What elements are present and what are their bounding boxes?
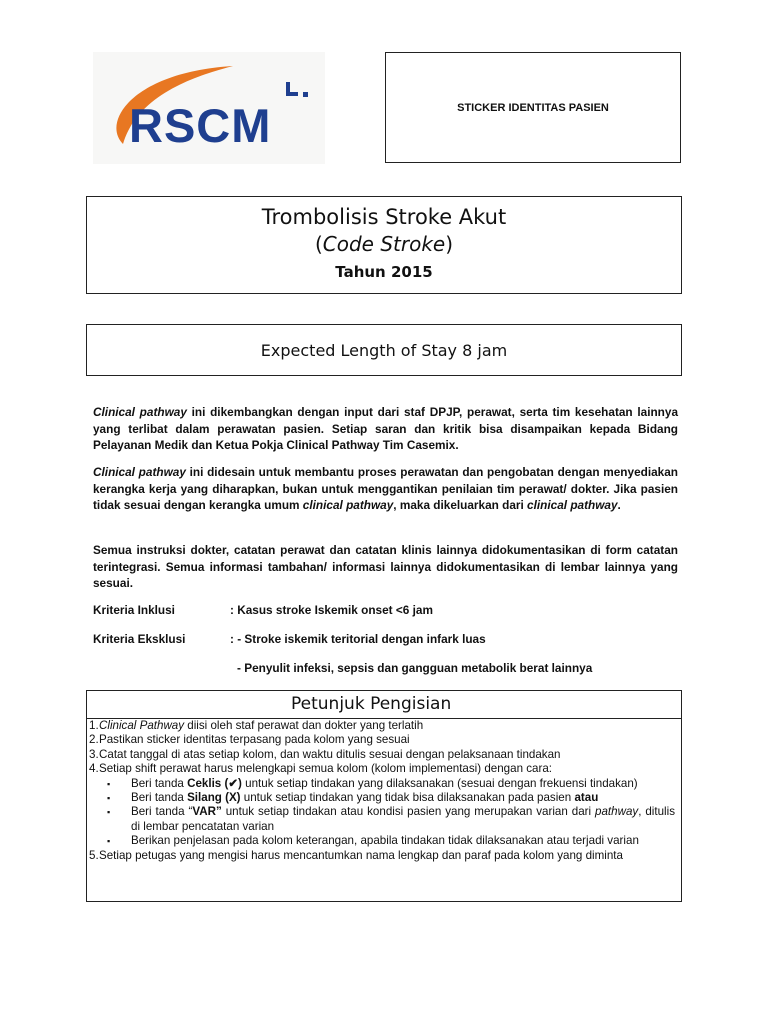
bullet-item: ▪ Berikan penjelasan pada kolom keterangan, apabila tindakan tidak dilaksanakan atau terjadi varian — [107, 834, 639, 848]
paragraph-3: Semua instruksi dokter, catatan perawat dan catatan klinis lainnya didokumentasikan di form catatan terintegrasi. Semua informasi tambahan/ informasi lainnya didokumentasikan di lembar lainnya yang sesuai. — [93, 543, 678, 590]
sticker-identitas-box — [385, 52, 681, 163]
list-item: 3. Catat tanggal di atas setiap kolom, dan waktu ditulis sesuai dengan pelaksanaan tindakan — [89, 747, 561, 761]
hospital-logo — [93, 52, 325, 164]
logo-text: RSCM — [129, 99, 272, 152]
list-item: 2. Pastikan sticker identitas terpasang pada kolom yang sesuai — [89, 733, 410, 747]
bullet-item: ▪ Beri tanda “VAR” untuk setiap tindakan atau kondisi pasien yang merupakan varian dari pathway, ditulis di lembar pencatatan varian — [107, 805, 675, 833]
logo-mark-3 — [303, 92, 308, 97]
paragraph-2: Clinical pathway ini didesain untuk membantu proses perawatan dan pengobatan dengan menyediakan kerangka kerja yang diharapkan, bukan untuk menggantikan penilaian tim perawat/ dokter. Jika pasien tidak sesuai dengan kerangka umum clinical pathway, maka dikeluarkan dari clinical pathway. — [93, 465, 679, 512]
bullet-icon: ▪ — [107, 793, 111, 804]
document-year: Tahun 2015 — [335, 263, 433, 281]
document-subtitle: (Code Stroke) — [314, 232, 454, 256]
bullet-item: ▪ Beri tanda Silang (X) untuk setiap tindakan yang tidak bisa dilaksanakan pada pasien atau — [107, 791, 599, 805]
bullet-item: ▪ Beri tanda Ceklis (✔) untuk setiap tindakan yang dilaksanakan (sesuai dengan frekuensi tindakan) — [107, 776, 638, 790]
title-box — [86, 196, 682, 294]
length-of-stay-box — [86, 324, 682, 376]
petunjuk-heading: Petunjuk Pengisian — [87, 691, 681, 719]
list-item: 1. Clinical Pathway diisi oleh staf perawat dan dokter yang terlatih — [89, 719, 424, 732]
sticker-label: STICKER IDENTITAS PASIEN — [457, 101, 609, 114]
list-item: 5. Setiap petugas yang mengisi harus mencantumkan nama lengkap dan paraf pada kolom yang diminta — [89, 848, 623, 862]
document-title: Trombolisis Stroke Akut — [261, 205, 507, 229]
bullet-icon: ▪ — [107, 807, 111, 818]
kriteria-inklusi-label: Kriteria Inklusi — [93, 603, 175, 617]
logo-mark-1 — [286, 82, 290, 96]
kriteria-eksklusi-value-1: : - Stroke iskemik teritorial dengan infark luas — [230, 632, 486, 646]
list-item: 4. Setiap shift perawat harus melengkapi semua kolom (kolom implementasi) dengan cara: — [89, 762, 553, 776]
bullet-icon: ▪ — [107, 778, 111, 789]
logo-mark-2 — [290, 92, 298, 96]
rscm-logo-graphic — [93, 52, 325, 164]
kriteria-eksklusi-label: Kriteria Eksklusi — [93, 632, 186, 646]
length-of-stay-text: Expected Length of Stay 8 jam — [260, 340, 508, 360]
kriteria-inklusi-value: : Kasus stroke Iskemik onset <6 jam — [230, 603, 433, 617]
petunjuk-list — [87, 719, 681, 863]
paragraph-1: Clinical pathway ini dikembangkan dengan input dari staf DPJP, perawat, serta tim kesehatan lainnya yang terlibat dalam perawatan pasien. Setiap saran dan kritik bisa disampaikan kepada Bidang Pelayanan Medik dan Ketua Pokja Clinical Pathway Tim Casemix. — [93, 405, 679, 452]
kriteria-eksklusi-value-2: - Penyulit infeksi, sepsis dan gangguan metabolik berat lainnya — [237, 661, 593, 675]
petunjuk-pengisian-box — [86, 690, 682, 902]
bullet-icon: ▪ — [107, 836, 111, 847]
